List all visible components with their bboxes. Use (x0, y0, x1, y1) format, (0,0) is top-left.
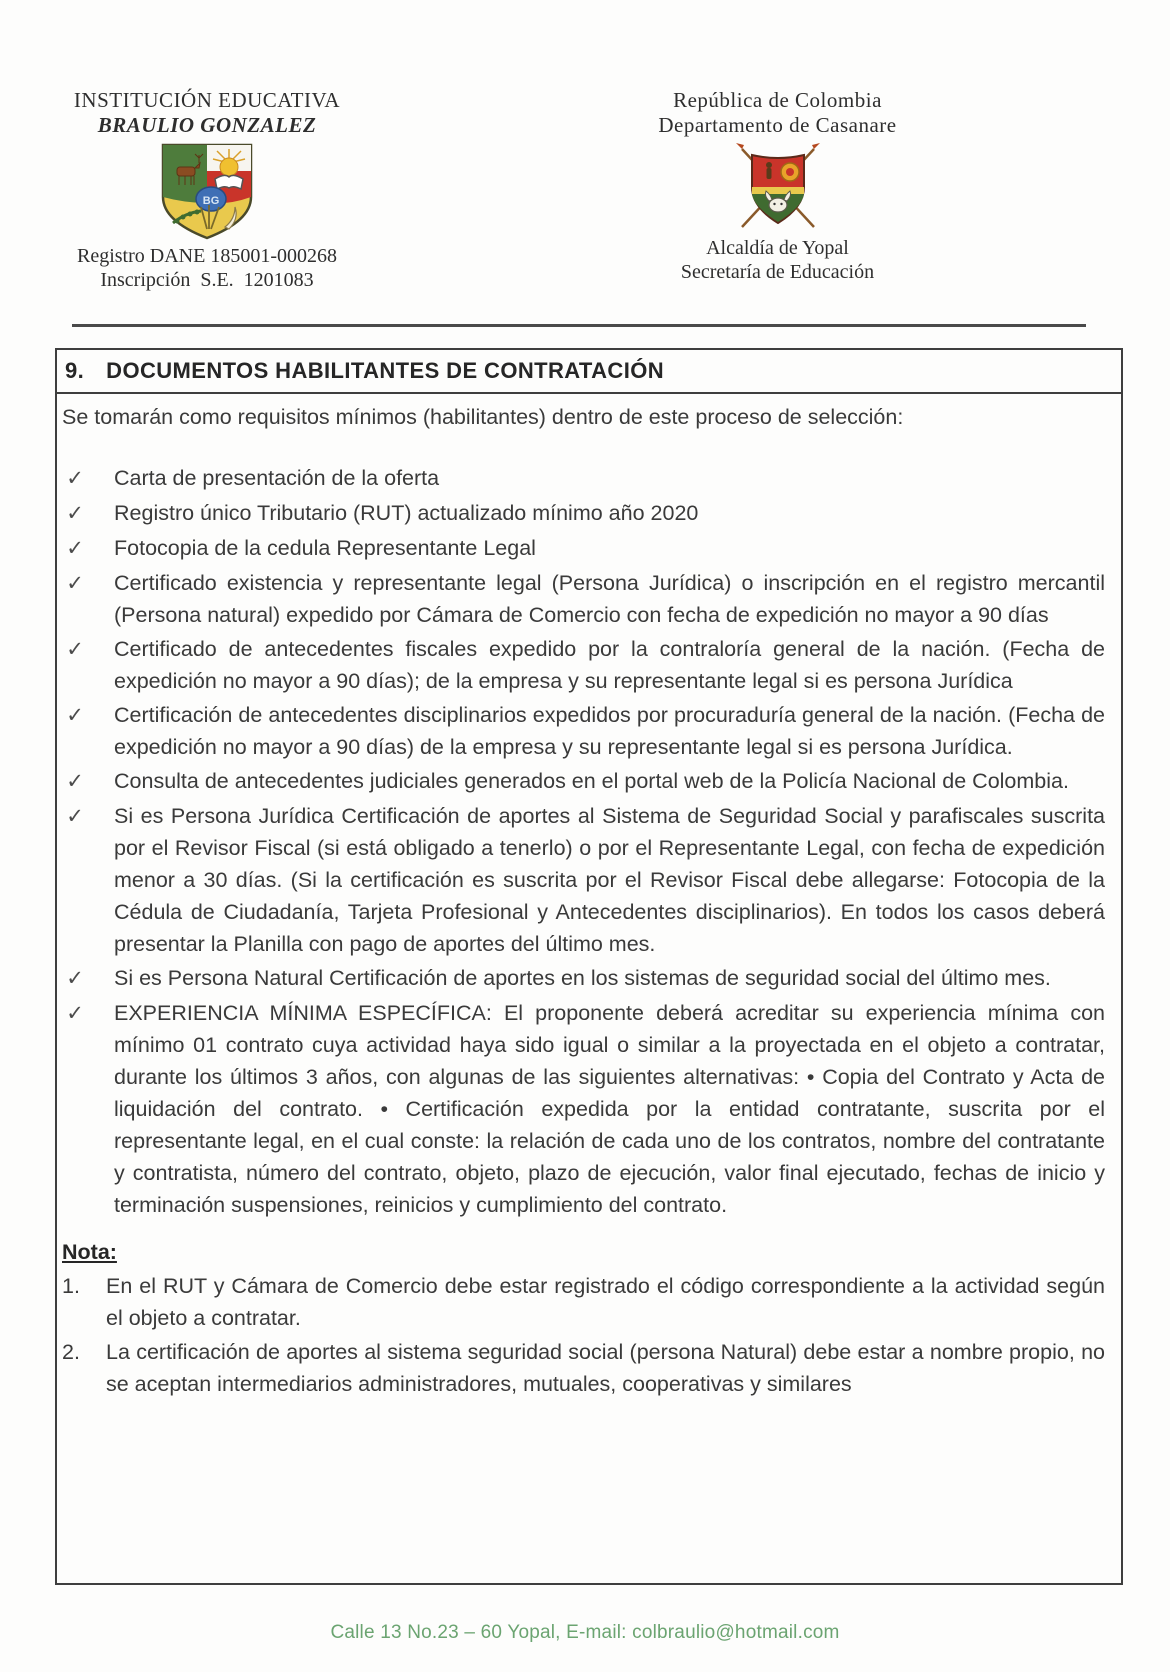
government-header-block (585, 88, 970, 284)
checkmark-icon: ✓ (66, 1002, 84, 1025)
intro-paragraph: Se tomarán como requisitos mínimos (habilitantes) dentro de este proceso de selección: (62, 405, 904, 429)
section-body (57, 394, 1121, 1400)
checklist-item-text: Certificado existencia y representante legal (Persona Jurídica) o inscripción en el registro mercantil (Persona natural) expedido por Cámara de Comercio con fecha de expedición no mayor a 90 días (114, 571, 1105, 627)
school-name-line2: BRAULIO GONZALEZ (97, 113, 317, 137)
checklist-item (62, 532, 1105, 565)
checklist-item-text: Si es Persona Natural Certificación de aportes en los sistemas de seguridad social del último mes. (114, 966, 1051, 990)
education-secretary-line: Secretaría de Educación (680, 261, 875, 283)
checklist-item (62, 699, 1105, 763)
checklist-item-text: Registro único Tributario (RUT) actualizado mínimo año 2020 (114, 501, 699, 525)
note-heading: Nota: (62, 1240, 117, 1264)
note-item (62, 1336, 1105, 1400)
note-item (62, 1270, 1105, 1334)
section-title-text: DOCUMENTOS HABILITANTES DE CONTRATACIÓN (106, 358, 665, 383)
department-line: Departamento de Casanare (658, 113, 897, 137)
checklist-item-text: EXPERIENCIA MÍNIMA ESPECÍFICA: El proponente deberá acreditar su experiencia mínima con mínimo 01 contrato cuya actividad haya sido igual o similar a la proyectada en el objeto a contratar, durante los últimos 3 años, con algunas de las siguientes alternativas: • Copia del Contrato y Acta de liquidación del contrato. • Certificación expedida por la entidad contratante, suscrita por el representante legal, en el cual conste: la relación de cada uno de los contratos, nombre del contratante y contratista, número del contrato, objeto, plazo de ejecución, valor final ejecutado, fechas de inicio y terminación suspensiones, reinicios y cumplimiento del contrato. (114, 1001, 1105, 1217)
section-title-row (57, 350, 1121, 394)
checkmark-icon: ✓ (66, 805, 84, 828)
school-crest-image (155, 141, 259, 241)
note-text: En el RUT y Cámara de Comercio debe estar registrado el código correspondiente a la actividad según el objeto a contratar. (106, 1274, 1105, 1330)
school-inscription: Inscripción S.E. 1201083 (100, 269, 314, 291)
section-box (55, 348, 1123, 1585)
page-footer-address: Calle 13 No.23 – 60 Yopal, E-mail: colbraulio@hotmail.com (330, 1622, 840, 1643)
svg-text:BG: BG (202, 195, 220, 207)
school-header-block (62, 88, 352, 292)
checklist-item (62, 567, 1105, 631)
note-text: La certificación de aportes al sistema seguridad social (persona Natural) debe estar a nombre propio, no se aceptan intermediarios administradores, mutuales, cooperativas y similares (106, 1340, 1105, 1396)
checklist-item-text: Fotocopia de la cedula Representante Legal (114, 536, 536, 560)
note-number: 1. (62, 1274, 80, 1298)
notes-list (62, 1270, 1105, 1400)
note-number: 2. (62, 1340, 80, 1364)
checkmark-icon: ✓ (66, 704, 84, 727)
checklist-item (62, 997, 1105, 1221)
checklist-item (62, 462, 1105, 495)
mayoralty-line: Alcaldía de Yopal (706, 237, 849, 259)
checkmark-icon: ✓ (66, 467, 84, 490)
checkmark-icon: ✓ (66, 638, 84, 661)
checklist-item-text: Carta de presentación de la oferta (114, 466, 440, 490)
checklist-item (62, 800, 1105, 960)
school-dane-registry: Registro DANE 185001-000268 (77, 245, 337, 267)
checklist-item-text: Consulta de antecedentes judiciales generados en el portal web de la Policía Nacional de Colombia. (114, 769, 1069, 793)
checkmark-icon: ✓ (66, 770, 84, 793)
yopal-crest-image (722, 141, 834, 233)
requirements-checklist (62, 462, 1105, 1221)
checklist-item (62, 497, 1105, 530)
checklist-item (62, 633, 1105, 697)
checkmark-icon: ✓ (66, 572, 84, 595)
header-divider (72, 324, 1086, 327)
checklist-item-text: Certificado de antecedentes fiscales expedido por la contraloría general de la nación. (Fecha de expedición no mayor a 90 días); de la empresa y su representante legal si es persona Jurídica (114, 637, 1105, 693)
checklist-item-text: Certificación de antecedentes disciplinarios expedidos por procuraduría general de la nación. (Fecha de expedición no mayor a 90 días) de la empresa y su representante legal si es persona Jurídica. (114, 703, 1105, 759)
checkmark-icon: ✓ (66, 537, 84, 560)
checklist-item-text: Si es Persona Jurídica Certificación de aportes al Sistema de Seguridad Social y parafiscales suscrita por el Revisor Fiscal (si está obligado a tenerlo) o por el Representante Legal, con fecha de expedición menor a 30 días. (Si la certificación es suscrita por el Revisor Fiscal debe allegarse: Fotocopia de la Cédula de Ciudadanía, Tarjeta Profesional y Antecedentes disciplinarios). En todos los casos deberá presentar la Planilla con pago de aportes del último mes. (114, 804, 1105, 956)
section-number: 9. (65, 358, 85, 383)
republic-line: República de Colombia (673, 88, 882, 112)
checklist-item (62, 962, 1105, 995)
checklist-item (62, 765, 1105, 798)
checkmark-icon: ✓ (66, 502, 84, 525)
checkmark-icon: ✓ (66, 967, 84, 990)
school-name-line1: INSTITUCIÓN EDUCATIVA (73, 88, 341, 112)
